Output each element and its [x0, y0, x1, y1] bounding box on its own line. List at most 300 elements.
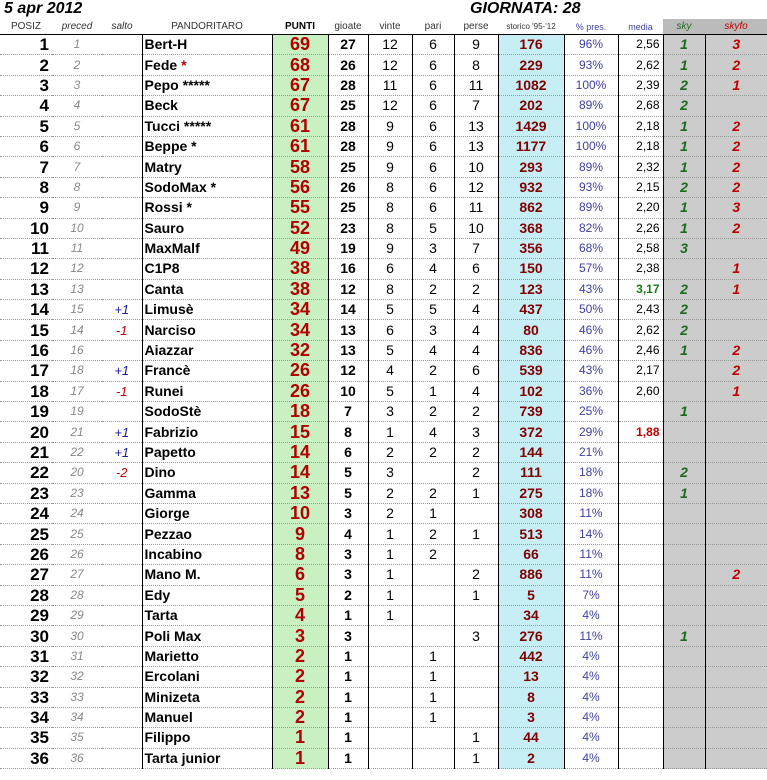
standings-table — [0, 19, 767, 769]
historic-cell: 123 — [498, 279, 564, 299]
historic-cell: 836 — [498, 340, 564, 360]
position-change-cell — [102, 605, 142, 625]
historic-cell: 1429 — [498, 116, 564, 136]
previous-position-cell: 19 — [52, 402, 102, 422]
position-change-cell: -1 — [102, 381, 142, 401]
table-row — [0, 238, 767, 258]
previous-position-cell: 33 — [52, 687, 102, 707]
draws-cell: 6 — [412, 116, 454, 136]
played-cell: 5 — [328, 483, 368, 503]
skyfo-cell — [705, 238, 767, 258]
skyfo-cell: 2 — [705, 218, 767, 238]
sky-cell: 2 — [663, 75, 705, 95]
position-cell: 15 — [0, 320, 52, 340]
sky-cell: 2 — [663, 320, 705, 340]
presence-cell: 4% — [564, 728, 618, 748]
table-row — [0, 75, 767, 95]
draws-cell: 1 — [412, 687, 454, 707]
played-cell: 19 — [328, 238, 368, 258]
losses-cell — [454, 687, 498, 707]
wins-cell: 9 — [368, 116, 412, 136]
played-cell: 28 — [328, 136, 368, 156]
average-cell — [618, 626, 663, 646]
position-change-cell: +1 — [102, 300, 142, 320]
played-cell: 13 — [328, 340, 368, 360]
col-punti: PUNTI — [272, 19, 328, 35]
table-row — [0, 463, 767, 483]
wins-cell — [368, 707, 412, 727]
points-cell: 8 — [272, 544, 328, 564]
previous-position-cell: 5 — [52, 116, 102, 136]
player-name: Papetto — [144, 444, 196, 460]
player-name-cell — [142, 463, 272, 483]
points-cell: 6 — [272, 565, 328, 585]
player-name-cell — [142, 585, 272, 605]
presence-cell: 25% — [564, 402, 618, 422]
presence-cell: 46% — [564, 320, 618, 340]
points-cell: 32 — [272, 340, 328, 360]
previous-position-cell: 15 — [52, 300, 102, 320]
position-change-cell — [102, 728, 142, 748]
position-cell: 5 — [0, 116, 52, 136]
average-cell: 2,56 — [618, 35, 663, 55]
presence-cell: 4% — [564, 605, 618, 625]
points-cell: 13 — [272, 483, 328, 503]
player-name-cell — [142, 198, 272, 218]
wins-cell — [368, 667, 412, 687]
player-name-cell — [142, 300, 272, 320]
player-name: Gamma — [144, 484, 196, 501]
position-cell: 36 — [0, 748, 52, 768]
draws-cell: 5 — [412, 218, 454, 238]
position-cell: 22 — [0, 463, 52, 483]
player-name: Edy — [144, 586, 171, 603]
table-row — [0, 667, 767, 687]
previous-position-cell: 36 — [52, 748, 102, 768]
player-name-cell — [142, 687, 272, 707]
player-name-cell — [142, 116, 272, 136]
previous-position-cell: 35 — [52, 728, 102, 748]
player-name-cell — [142, 218, 272, 238]
presence-cell: 96% — [564, 35, 618, 55]
played-cell: 25 — [328, 96, 368, 116]
table-row — [0, 96, 767, 116]
played-cell: 25 — [328, 157, 368, 177]
wins-cell: 12 — [368, 35, 412, 55]
position-change-cell — [102, 116, 142, 136]
report-date: 5 apr 2012 — [4, 0, 83, 17]
position-cell: 7 — [0, 157, 52, 177]
skyfo-cell — [705, 422, 767, 442]
table-row — [0, 524, 767, 544]
losses-cell — [454, 503, 498, 523]
played-cell: 26 — [328, 55, 368, 75]
sky-cell — [663, 259, 705, 279]
col-pari: pari — [412, 19, 454, 35]
presence-cell: 36% — [564, 381, 618, 401]
points-cell: 38 — [272, 279, 328, 299]
historic-cell: 66 — [498, 544, 564, 564]
position-change-cell — [102, 585, 142, 605]
average-cell: 2,15 — [618, 177, 663, 197]
presence-cell: 4% — [564, 707, 618, 727]
wins-cell: 1 — [368, 585, 412, 605]
position-cell: 25 — [0, 524, 52, 544]
col-sky: sky — [663, 19, 705, 35]
points-cell: 69 — [272, 35, 328, 55]
played-cell: 7 — [328, 402, 368, 422]
sky-cell: 2 — [663, 96, 705, 116]
sky-cell — [663, 442, 705, 462]
position-change-cell — [102, 198, 142, 218]
position-cell: 20 — [0, 422, 52, 442]
player-name: Fabrizio — [144, 423, 199, 440]
wins-cell: 2 — [368, 503, 412, 523]
player-name: Aiazzar — [144, 342, 194, 359]
draws-cell: 6 — [412, 177, 454, 197]
average-cell — [618, 402, 663, 422]
player-name: Fede — [144, 56, 178, 73]
average-cell: 2,68 — [618, 96, 663, 116]
sky-cell: 1 — [663, 55, 705, 75]
draws-cell — [412, 748, 454, 768]
position-change-cell — [102, 177, 142, 197]
losses-cell: 9 — [454, 35, 498, 55]
position-cell: 18 — [0, 381, 52, 401]
historic-cell: 1082 — [498, 75, 564, 95]
position-change-cell — [102, 35, 142, 55]
sky-cell — [663, 422, 705, 442]
sky-cell: 1 — [663, 136, 705, 156]
skyfo-cell — [705, 687, 767, 707]
average-cell — [618, 544, 663, 564]
losses-cell: 12 — [454, 177, 498, 197]
player-name-cell — [142, 320, 272, 340]
points-cell: 4 — [272, 605, 328, 625]
position-cell: 14 — [0, 300, 52, 320]
sky-cell — [663, 361, 705, 381]
points-cell: 1 — [272, 748, 328, 768]
player-name: Pepo ***** — [144, 76, 210, 93]
position-change-cell — [102, 646, 142, 666]
draws-cell — [412, 626, 454, 646]
presence-cell: 82% — [564, 218, 618, 238]
wins-cell — [368, 687, 412, 707]
historic-cell: 150 — [498, 259, 564, 279]
wins-cell — [368, 728, 412, 748]
draws-cell: 2 — [412, 524, 454, 544]
previous-position-cell: 17 — [52, 381, 102, 401]
average-cell: 2,32 — [618, 157, 663, 177]
position-change-cell — [102, 157, 142, 177]
title-bar — [0, 0, 719, 18]
previous-position-cell: 24 — [52, 503, 102, 523]
previous-position-cell: 34 — [52, 707, 102, 727]
position-cell: 19 — [0, 402, 52, 422]
played-cell: 14 — [328, 300, 368, 320]
sky-cell — [663, 748, 705, 768]
losses-cell — [454, 605, 498, 625]
draws-cell: 1 — [412, 503, 454, 523]
wins-cell: 5 — [368, 300, 412, 320]
played-cell: 1 — [328, 748, 368, 768]
previous-position-cell: 32 — [52, 667, 102, 687]
average-cell: 2,43 — [618, 300, 663, 320]
losses-cell: 11 — [454, 75, 498, 95]
played-cell: 26 — [328, 177, 368, 197]
skyfo-cell: 2 — [705, 177, 767, 197]
table-row — [0, 361, 767, 381]
player-name: Ercolani — [144, 668, 200, 685]
wins-cell: 1 — [368, 605, 412, 625]
presence-cell: 4% — [564, 667, 618, 687]
player-name-cell — [142, 402, 272, 422]
points-cell: 5 — [272, 585, 328, 605]
matchday-label: GIORNATA: 28 — [470, 0, 581, 17]
sky-cell — [663, 381, 705, 401]
draws-cell: 2 — [412, 442, 454, 462]
previous-position-cell: 6 — [52, 136, 102, 156]
player-name: Giorge — [144, 505, 190, 522]
col-storico: storico '95-'12 — [498, 19, 564, 35]
average-cell: 2,18 — [618, 116, 663, 136]
skyfo-cell — [705, 544, 767, 564]
average-cell: 2,46 — [618, 340, 663, 360]
presence-cell: 21% — [564, 442, 618, 462]
sky-cell: 2 — [663, 300, 705, 320]
player-name: SodoStè — [144, 403, 202, 420]
historic-cell: 356 — [498, 238, 564, 258]
average-cell: 2,20 — [618, 198, 663, 218]
col-vinte: vinte — [368, 19, 412, 35]
player-name-cell — [142, 238, 272, 258]
position-change-cell — [102, 544, 142, 564]
player-name: Tarta — [144, 607, 178, 624]
points-cell: 18 — [272, 402, 328, 422]
position-change-cell — [102, 75, 142, 95]
position-change-cell — [102, 218, 142, 238]
losses-cell: 10 — [454, 218, 498, 238]
table-row — [0, 646, 767, 666]
table-row — [0, 483, 767, 503]
points-cell: 14 — [272, 442, 328, 462]
previous-position-cell: 1 — [52, 35, 102, 55]
played-cell: 4 — [328, 524, 368, 544]
skyfo-cell — [705, 402, 767, 422]
sky-cell — [663, 646, 705, 666]
player-name: Minizeta — [144, 688, 200, 705]
sky-cell: 1 — [663, 116, 705, 136]
average-cell — [618, 728, 663, 748]
skyfo-cell: 1 — [705, 381, 767, 401]
points-cell: 3 — [272, 626, 328, 646]
player-name-cell — [142, 55, 272, 75]
points-cell: 1 — [272, 728, 328, 748]
played-cell: 13 — [328, 320, 368, 340]
position-change-cell: +1 — [102, 442, 142, 462]
sky-cell: 2 — [663, 177, 705, 197]
position-cell: 17 — [0, 361, 52, 381]
points-cell: 26 — [272, 361, 328, 381]
historic-cell: 368 — [498, 218, 564, 238]
points-cell: 34 — [272, 320, 328, 340]
average-cell: 2,26 — [618, 218, 663, 238]
draws-cell: 1 — [412, 381, 454, 401]
points-cell: 61 — [272, 116, 328, 136]
presence-cell: 50% — [564, 300, 618, 320]
losses-cell: 2 — [454, 442, 498, 462]
table-row — [0, 136, 767, 156]
previous-position-cell: 20 — [52, 463, 102, 483]
skyfo-cell — [705, 483, 767, 503]
table-row — [0, 157, 767, 177]
average-cell: 2,60 — [618, 381, 663, 401]
position-cell: 24 — [0, 503, 52, 523]
position-cell: 10 — [0, 218, 52, 238]
player-name-cell — [142, 259, 272, 279]
presence-cell: 4% — [564, 646, 618, 666]
presence-cell: 93% — [564, 55, 618, 75]
position-change-cell — [102, 565, 142, 585]
position-change-cell — [102, 748, 142, 768]
draws-cell: 2 — [412, 544, 454, 564]
played-cell: 3 — [328, 544, 368, 564]
draws-cell: 1 — [412, 667, 454, 687]
previous-position-cell: 31 — [52, 646, 102, 666]
played-cell: 3 — [328, 503, 368, 523]
position-cell: 16 — [0, 340, 52, 360]
position-cell: 23 — [0, 483, 52, 503]
player-name-cell — [142, 728, 272, 748]
standings-body — [0, 35, 767, 769]
table-row — [0, 340, 767, 360]
skyfo-cell: 2 — [705, 116, 767, 136]
average-cell — [618, 687, 663, 707]
wins-cell: 12 — [368, 55, 412, 75]
skyfo-cell — [705, 503, 767, 523]
draws-cell: 4 — [412, 340, 454, 360]
player-name-cell — [142, 340, 272, 360]
sky-cell — [663, 503, 705, 523]
sky-cell — [663, 687, 705, 707]
historic-cell: 437 — [498, 300, 564, 320]
previous-position-cell: 11 — [52, 238, 102, 258]
played-cell: 3 — [328, 565, 368, 585]
historic-cell: 111 — [498, 463, 564, 483]
wins-cell: 8 — [368, 279, 412, 299]
table-row — [0, 748, 767, 768]
points-cell: 14 — [272, 463, 328, 483]
points-cell: 2 — [272, 687, 328, 707]
table-row — [0, 218, 767, 238]
player-name-cell — [142, 422, 272, 442]
table-row — [0, 707, 767, 727]
sky-cell — [663, 667, 705, 687]
wins-cell: 1 — [368, 565, 412, 585]
losses-cell: 2 — [454, 402, 498, 422]
losses-cell: 13 — [454, 116, 498, 136]
player-name-cell — [142, 96, 272, 116]
losses-cell: 6 — [454, 361, 498, 381]
position-cell: 29 — [0, 605, 52, 625]
skyfo-cell: 1 — [705, 259, 767, 279]
player-name: Filippo — [144, 729, 191, 746]
played-cell: 10 — [328, 381, 368, 401]
table-row — [0, 687, 767, 707]
played-cell: 1 — [328, 687, 368, 707]
presence-cell: 4% — [564, 687, 618, 707]
player-name-cell — [142, 748, 272, 768]
previous-position-cell: 9 — [52, 198, 102, 218]
average-cell — [618, 565, 663, 585]
wins-cell: 5 — [368, 340, 412, 360]
wins-cell: 3 — [368, 463, 412, 483]
sky-cell — [663, 605, 705, 625]
historic-cell: 1177 — [498, 136, 564, 156]
presence-cell: 29% — [564, 422, 618, 442]
position-change-cell — [102, 687, 142, 707]
losses-cell: 4 — [454, 300, 498, 320]
skyfo-cell: 2 — [705, 361, 767, 381]
draws-cell — [412, 605, 454, 625]
points-cell: 34 — [272, 300, 328, 320]
player-name: Pezzao — [144, 525, 192, 542]
historic-cell: 34 — [498, 605, 564, 625]
presence-cell: 100% — [564, 116, 618, 136]
sky-cell: 1 — [663, 218, 705, 238]
draws-cell: 3 — [412, 320, 454, 340]
average-cell — [618, 667, 663, 687]
draws-cell: 5 — [412, 300, 454, 320]
player-name-cell — [142, 483, 272, 503]
played-cell: 2 — [328, 585, 368, 605]
losses-cell: 3 — [454, 422, 498, 442]
player-name-cell — [142, 646, 272, 666]
col-preced: preced — [52, 19, 102, 35]
position-cell: 3 — [0, 75, 52, 95]
player-name: Beppe * — [144, 138, 197, 155]
skyfo-cell — [705, 646, 767, 666]
losses-cell: 10 — [454, 157, 498, 177]
previous-position-cell: 27 — [52, 565, 102, 585]
player-name-cell — [142, 361, 272, 381]
table-row — [0, 605, 767, 625]
draws-cell: 6 — [412, 96, 454, 116]
historic-cell: 886 — [498, 565, 564, 585]
position-change-cell — [102, 667, 142, 687]
historic-cell: 276 — [498, 626, 564, 646]
player-name: Matry — [144, 158, 182, 175]
draws-cell: 6 — [412, 198, 454, 218]
historic-cell: 202 — [498, 96, 564, 116]
wins-cell: 1 — [368, 544, 412, 564]
presence-cell: 4% — [564, 748, 618, 768]
draws-cell — [412, 565, 454, 585]
points-cell: 67 — [272, 75, 328, 95]
position-change-cell: -2 — [102, 463, 142, 483]
sky-cell — [663, 524, 705, 544]
skyfo-cell: 2 — [705, 565, 767, 585]
player-name-cell — [142, 605, 272, 625]
col-perse: perse — [454, 19, 498, 35]
presence-cell: 11% — [564, 626, 618, 646]
sky-cell — [663, 565, 705, 585]
historic-cell: 44 — [498, 728, 564, 748]
historic-cell: 539 — [498, 361, 564, 381]
draws-cell: 1 — [412, 707, 454, 727]
position-change-cell — [102, 524, 142, 544]
position-change-cell — [102, 238, 142, 258]
